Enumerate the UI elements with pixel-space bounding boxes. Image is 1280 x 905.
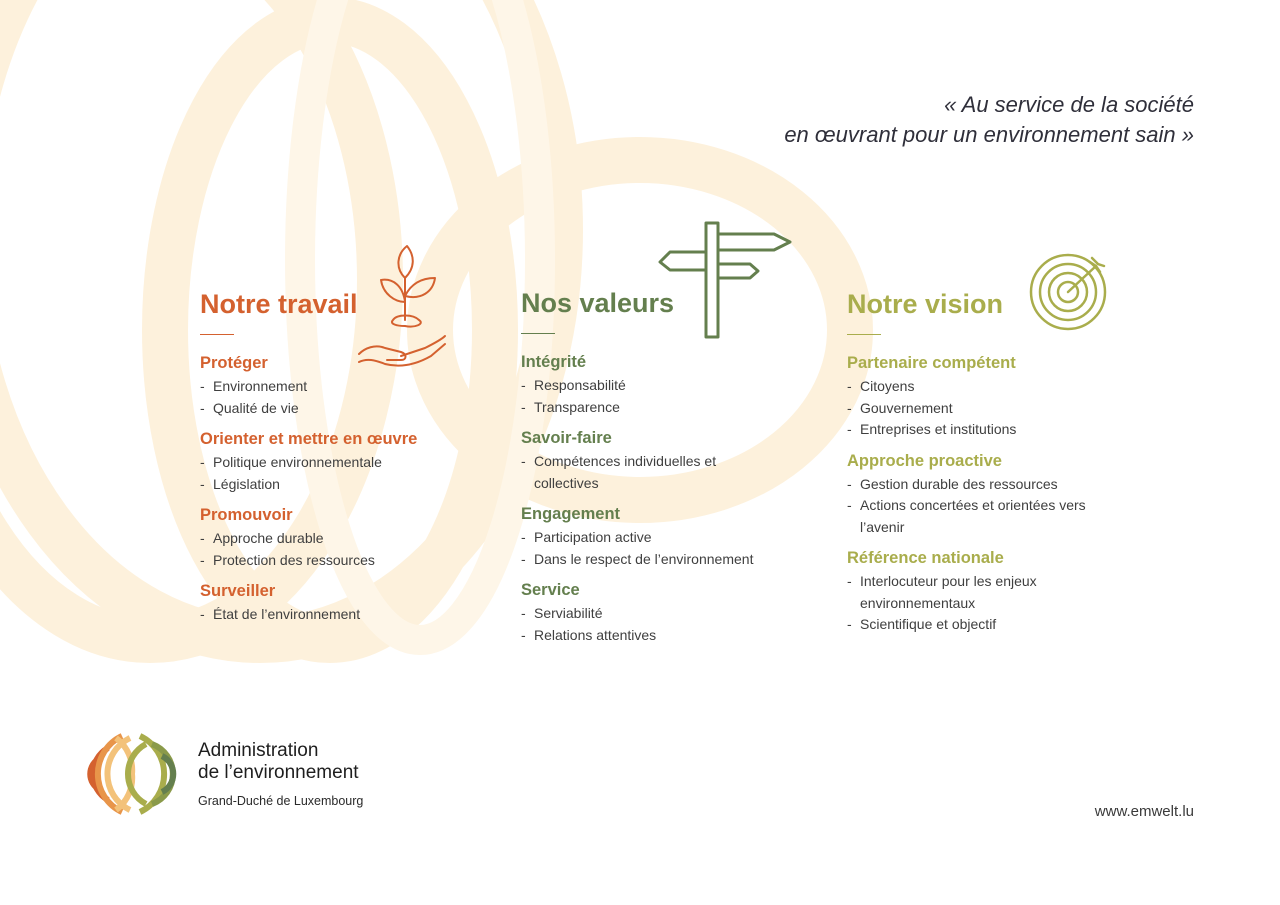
section-heading: Savoir-faire <box>521 429 612 447</box>
section-heading: Approche proactive <box>847 451 1002 470</box>
list-item: - Législation <box>200 474 500 496</box>
list-item: - Entreprises et institutions <box>847 419 1147 441</box>
list-item: - Participation active <box>521 527 821 549</box>
section-heading: Intégrité <box>521 353 587 371</box>
list-item: - Interlocuteur pour les enjeux environnementaux <box>847 571 1072 614</box>
section <box>200 429 500 495</box>
section-heading: Référence nationale <box>847 549 1004 567</box>
list-item: - Gouvernement <box>847 398 1147 420</box>
section <box>847 451 1147 539</box>
organization-name-line-2: de l’environnement <box>198 762 359 783</box>
list-item: - Environnement <box>200 376 500 398</box>
section-heading: Engagement <box>521 505 621 523</box>
section <box>521 580 821 646</box>
list-item: - Relations attentives <box>521 625 821 647</box>
section-heading: Service <box>521 581 580 599</box>
bullet-list <box>847 474 1097 539</box>
column-title: Notre vision <box>847 289 1004 319</box>
list-item: - Qualité de vie <box>200 398 500 420</box>
section <box>200 353 500 419</box>
list-item: - Scientifique et objectif <box>847 614 1072 636</box>
section <box>200 505 500 571</box>
list-item: - Gestion durable des ressources <box>847 474 1097 496</box>
bullet-list <box>521 375 821 418</box>
quote-line-1: « Au service de la société <box>944 92 1194 117</box>
logo-wordmark <box>198 740 363 808</box>
section <box>847 353 1147 441</box>
bullet-list <box>200 528 500 571</box>
administration-logo-icon <box>86 728 180 820</box>
section <box>521 428 821 494</box>
section <box>521 504 821 570</box>
section-heading: Promouvoir <box>200 506 293 524</box>
list-item: - Actions concertées et orientées vers l’avenir <box>847 495 1097 538</box>
title-underline <box>200 334 234 335</box>
organization-name-line-1: Administration <box>198 740 319 761</box>
mission-quote <box>784 90 1194 150</box>
quote-line-2: en œuvrant pour un environnement sain » <box>784 122 1194 147</box>
website-link[interactable]: www.emwelt.lu <box>1094 803 1194 820</box>
organization-country: Grand-Duché de Luxembourg <box>198 794 364 808</box>
list-item: - Serviabilité <box>521 603 821 625</box>
list-item: - État de l’environnement <box>200 604 500 626</box>
bullet-list <box>521 527 821 570</box>
column-title: Nos valeurs <box>521 288 675 318</box>
list-item: - Approche durable <box>200 528 500 550</box>
list-item: - Transparence <box>521 397 821 419</box>
list-item: - Compétences individuelles et collectives <box>521 451 736 494</box>
bullet-list <box>200 452 500 495</box>
list-item: - Protection des ressources <box>200 550 500 572</box>
bullet-list <box>200 376 500 419</box>
section <box>847 548 1147 636</box>
bullet-list <box>847 571 1072 636</box>
section <box>521 352 821 418</box>
column-nos-valeurs <box>521 286 821 656</box>
list-item: - Politique environnementale <box>200 452 500 474</box>
list-item: - Responsabilité <box>521 375 821 397</box>
section-heading: Orienter et mettre en œuvre <box>200 430 418 448</box>
section-heading: Protéger <box>200 354 268 372</box>
list-item: - Citoyens <box>847 376 1147 398</box>
bullet-list <box>521 451 736 494</box>
bullet-list <box>521 603 821 646</box>
bullet-list <box>847 376 1147 441</box>
column-notre-vision <box>847 287 1147 646</box>
column-notre-travail <box>200 287 500 636</box>
bullet-list <box>200 604 500 626</box>
title-underline <box>847 334 881 335</box>
section <box>200 581 500 626</box>
section-heading: Partenaire compétent <box>847 354 1016 372</box>
section-heading: Surveiller <box>200 582 276 600</box>
list-item: - Dans le respect de l’environnement <box>521 549 821 571</box>
column-title: Notre travail <box>200 289 358 319</box>
title-underline <box>521 333 555 334</box>
